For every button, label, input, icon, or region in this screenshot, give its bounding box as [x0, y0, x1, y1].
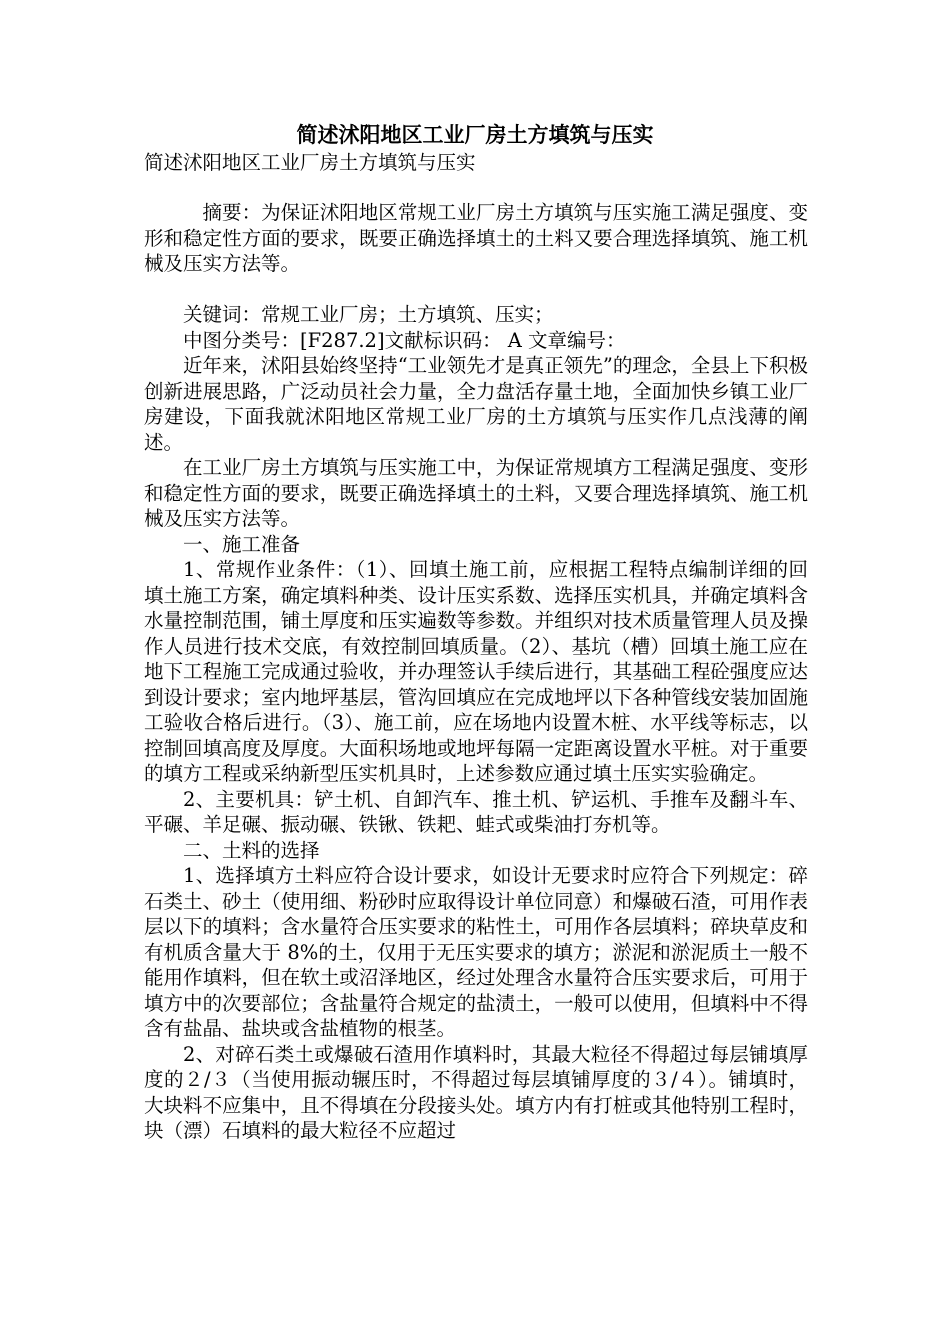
body-paragraph: 2、主要机具：铲土机、自卸汽车、推土机、铲运机、手推车及翻斗车、平碾、羊足碾、振动碾、铁锹、铁耙、蛙式或柴油打夯机等。	[144, 787, 808, 836]
body-paragraph: 1、选择填方土料应符合设计要求，如设计无要求时应符合下列规定：碎石类土、砂土（使用细、粉砂时应取得设计单位同意）和爆破石渣，可用作表层以下的填料；含水量符合压实要求的粘性土，可用作各层填料；碎块草皮和有机质含量大于 8%的土，仅用于无压实要求的填方；淤泥和淤泥质土一般不能用作填料，但在软土或沼泽地区，经过处理含水量符合压实要求后，可用于填方中的次要部位；含盐量符合规定的盐渍土，一般可以使用，但填料中不得含有盐晶、盐块或含盐植物的根茎。	[144, 864, 808, 1040]
classification-line: 中图分类号：[F287.2]文献标识码： A 文章编号：	[183, 328, 626, 352]
document-body	[144, 200, 808, 1144]
body-paragraph: 2、对碎石类土或爆破石渣用作填料时，其最大粒径不得超过每层铺填厚度的２/３（当使用振动辗压时，不得超过每层填铺厚度的３/４）。铺填时，大块料不应集中，且不得填在分段接头处。填方内有打桩或其他特别工程时，块（漂）石填料的最大粒径不应超过	[144, 1042, 808, 1142]
document-title: 简述沭阳地区工业厂房土方填筑与压实	[296, 122, 654, 147]
body-paragraph: 1、常规作业条件：（1）、回填土施工前，应根据工程特点编制详细的回填土施工方案，确定填料种类、设计压实系数、选择压实机具，并确定填料含水量控制范围，铺土厚度和压实遍数等参数。并组织对技术质量管理人员及操作人员进行技术交底，有效控制回填质量。（2）、基坑（槽）回填土施工应在地下工程施工完成通过验收，并办理签认手续后进行，其基础工程砼强度应达到设计要求；室内地坪基层，管沟回填应在完成地坪以下各种管线安装加固施工验收合格后进行。（3）、施工前，应在场地内设置木桩、水平线等标志，以控制回填高度及厚度。大面积场地或地坪每隔一定距离设置水平桩。对于重要的填方工程或采纳新型压实机具时，上述参数应通过填土压实实验确定。	[144, 558, 808, 785]
body-paragraph: 近年来，沭阳县始终坚持“工业领先才是真正领先”的理念，全县上下积极创新进展思路，广泛动员社会力量，全力盘活存量土地，全面加快乡镇工业厂房建设，下面我就沭阳地区常规工业厂房的土方填筑与压实作几点浅薄的阐述。	[144, 354, 808, 454]
keywords-line: 关键词：常规工业厂房；土方填筑、压实；	[183, 303, 554, 326]
section-heading: 一、施工准备	[183, 532, 301, 556]
body-paragraph: 在工业厂房土方填筑与压实施工中，为保证常规填方工程满足强度、变形和稳定性方面的要求，既要正确选择填土的土料，又要合理选择填筑、施工机械及压实方法等。	[144, 456, 808, 530]
abstract-paragraph: 摘要：为保证沭阳地区常规工业厂房土方填筑与压实施工满足强度、变形和稳定性方面的要求，既要正确选择填土的土料又要合理选择填筑、施工机械及压实方法等。	[144, 201, 808, 275]
section-heading: 二、土料的选择	[183, 838, 320, 862]
document-subtitle: 简述沭阳地区工业厂房土方填筑与压实	[144, 151, 476, 174]
